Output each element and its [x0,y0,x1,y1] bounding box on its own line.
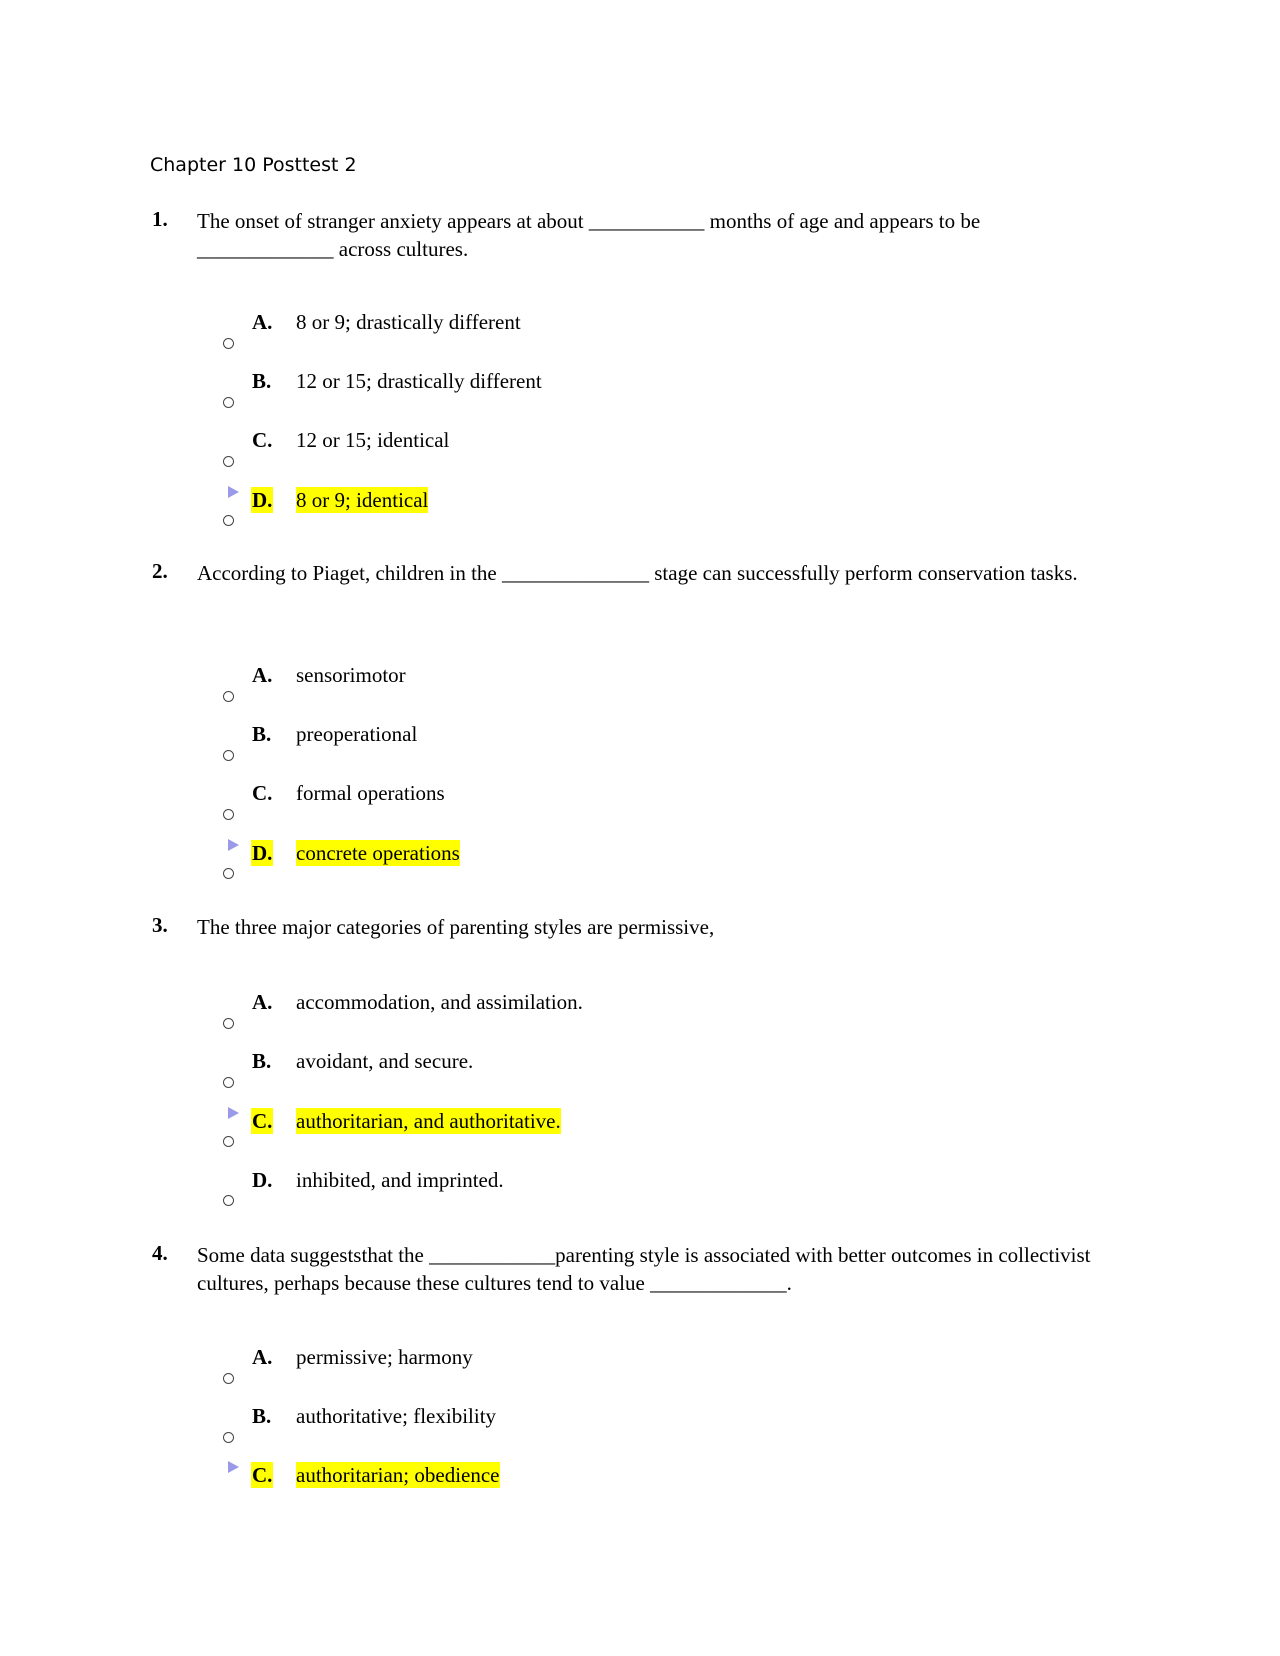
option-text: avoidant, and secure. [296,1049,474,1073]
question-text: According to Piaget, children in the ______________ stage can successfully perform conservation tasks. [197,561,1078,585]
option-letter: C. [252,1463,273,1487]
option-text: 12 or 15; identical [296,428,450,452]
radio-button[interactable] [223,1373,234,1384]
option-text: formal operations [296,781,445,805]
question-text: Some data suggeststhat the ____________parenting style is associated with better outcomes in collectivist cultures, perhaps because these cultures tend to value _____________. [197,1243,1091,1295]
option-letter: B. [252,722,272,746]
option-letter: D. [252,1168,273,1192]
option-text: permissive; harmony [296,1345,473,1369]
option-letter: A. [252,663,273,687]
option-letter: B. [252,1049,272,1073]
option-text: 8 or 9; identical [296,488,429,512]
option-letter: C. [252,428,273,452]
option-letter: A. [252,1345,273,1369]
question-text: The three major categories of parenting styles are permissive, [197,915,715,939]
option-text: preoperational [296,722,418,746]
radio-button[interactable] [223,1195,234,1206]
option-letter: C. [252,781,273,805]
option-text: authoritarian; obedience [296,1463,500,1487]
radio-button[interactable] [223,397,234,408]
radio-button[interactable] [223,515,234,526]
option-letter: B. [252,1404,272,1428]
option-letter: D. [252,841,273,865]
option-letter: A. [252,310,273,334]
radio-button[interactable] [223,1432,234,1443]
radio-button[interactable] [223,868,234,879]
option-text: 8 or 9; drastically different [296,310,521,334]
question-number: 2. [152,559,168,583]
question-number: 1. [152,207,168,231]
radio-button[interactable] [223,1018,234,1029]
radio-button[interactable] [223,750,234,761]
option-text: concrete operations [296,841,460,865]
radio-button[interactable] [223,1077,234,1088]
option-text: authoritarian, and authoritative. [296,1109,561,1133]
option-text: sensorimotor [296,663,406,687]
radio-button[interactable] [223,691,234,702]
radio-button[interactable] [223,1136,234,1147]
radio-button[interactable] [223,809,234,820]
question-number: 3. [152,913,168,937]
option-letter: A. [252,990,273,1014]
option-letter: D. [252,488,273,512]
question-text: The onset of stranger anxiety appears at about ___________ months of age and appears to be _____________ across cultures. [197,209,981,261]
option-text: inhibited, and imprinted. [296,1168,504,1192]
option-letter: C. [252,1109,273,1133]
correct-answer-arrow-icon [228,486,239,498]
radio-button[interactable] [223,456,234,467]
correct-answer-arrow-icon [228,839,239,851]
option-text: accommodation, and assimilation. [296,990,583,1014]
option-text: authoritative; flexibility [296,1404,497,1428]
document-title: Chapter 10 Posttest 2 [150,154,357,176]
correct-answer-arrow-icon [228,1107,239,1119]
question-number: 4. [152,1241,168,1265]
radio-button[interactable] [223,338,234,349]
option-text: 12 or 15; drastically different [296,369,542,393]
option-letter: B. [252,369,272,393]
correct-answer-arrow-icon [228,1461,239,1473]
